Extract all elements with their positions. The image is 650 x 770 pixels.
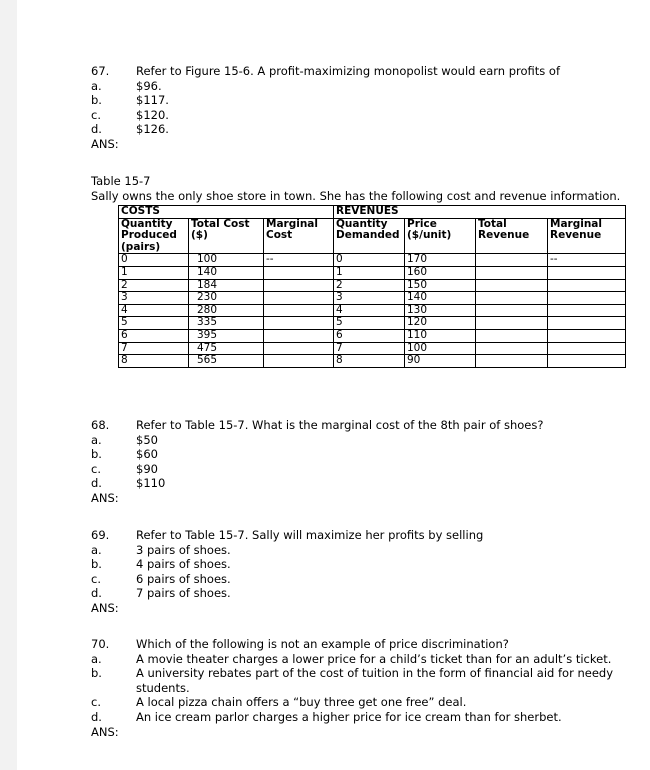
cell-total-cost: 230 bbox=[189, 292, 264, 305]
header-marginal-revenue: Marginal Revenue bbox=[548, 218, 626, 254]
cell-price: 150 bbox=[405, 279, 476, 292]
choice-text: $90 bbox=[136, 461, 158, 476]
choice-text: $126. bbox=[136, 122, 169, 137]
choice-text: 7 pairs of shoes. bbox=[136, 586, 231, 601]
choice-letter: b. bbox=[91, 93, 102, 108]
choice-letter: d. bbox=[91, 709, 102, 724]
choice-letter: a. bbox=[91, 432, 102, 447]
cell-total-cost: 335 bbox=[189, 317, 264, 330]
cell-quantity-demanded: 0 bbox=[334, 254, 405, 267]
choice-text: A university rebates part of the cost of tuition in the form of financial aid for needy students. bbox=[136, 666, 613, 695]
cell-total-cost: 184 bbox=[189, 279, 264, 292]
answer-label: ANS: bbox=[91, 724, 119, 739]
question-number: 67. bbox=[91, 64, 110, 78]
table-row bbox=[119, 254, 626, 267]
header-total-cost: Total Cost ($) bbox=[189, 218, 264, 254]
answer-label: ANS: bbox=[91, 600, 119, 615]
cell-price: 140 bbox=[405, 292, 476, 305]
question-number: 69. bbox=[91, 528, 110, 542]
cell-total-cost: 475 bbox=[189, 342, 264, 355]
cell-marginal-revenue bbox=[548, 279, 626, 292]
cell-total-cost: 100 bbox=[189, 254, 264, 267]
cell-marginal-revenue bbox=[548, 304, 626, 317]
costs-group-header: COSTS bbox=[119, 206, 334, 219]
cell-quantity-demanded: 1 bbox=[334, 266, 405, 279]
cell-marginal-cost bbox=[264, 329, 334, 342]
choice-letter: a. bbox=[91, 542, 102, 557]
cell-quantity-demanded: 4 bbox=[334, 304, 405, 317]
table-intro: Sally owns the only shoe store in town. She has the following cost and revenue information. bbox=[91, 188, 621, 203]
header-price: Price ($/unit) bbox=[405, 218, 476, 254]
table-row bbox=[119, 342, 626, 355]
table-title: Table 15-7 bbox=[91, 174, 151, 188]
cell-quantity-demanded: 2 bbox=[334, 279, 405, 292]
choice-text: $117. bbox=[136, 93, 169, 108]
cell-total-cost: 280 bbox=[189, 304, 264, 317]
cell-quantity-demanded: 3 bbox=[334, 292, 405, 305]
cell-marginal-cost bbox=[264, 355, 334, 368]
choice-letter: c. bbox=[91, 107, 101, 122]
choice-text: 3 pairs of shoes. bbox=[136, 542, 231, 557]
choice-text: $110 bbox=[136, 476, 166, 491]
choice-letter: c. bbox=[91, 695, 101, 710]
choice-letter: a. bbox=[91, 651, 102, 666]
cell-quantity-produced: 3 bbox=[119, 292, 189, 305]
cell-marginal-cost bbox=[264, 266, 334, 279]
cell-marginal-cost: -- bbox=[264, 254, 334, 267]
choice-text: 6 pairs of shoes. bbox=[136, 571, 231, 586]
header-marginal-cost: Marginal Cost bbox=[264, 218, 334, 254]
cell-quantity-produced: 2 bbox=[119, 279, 189, 292]
choice-text: A movie theater charges a lower price for a child’s ticket than for an adult’s ticket. bbox=[136, 651, 612, 666]
cell-marginal-revenue: -- bbox=[548, 254, 626, 267]
cell-quantity-produced: 5 bbox=[119, 317, 189, 330]
table-row bbox=[119, 329, 626, 342]
choice-text: $96. bbox=[136, 78, 162, 93]
cell-total-revenue bbox=[476, 279, 548, 292]
choice-letter: d. bbox=[91, 586, 102, 601]
table-row bbox=[119, 266, 626, 279]
choice-letter: b. bbox=[91, 447, 102, 462]
question-text: Which of the following is not an example of price discrimination? bbox=[136, 637, 509, 651]
cell-quantity-demanded: 7 bbox=[334, 342, 405, 355]
cell-quantity-produced: 0 bbox=[119, 254, 189, 267]
cell-marginal-revenue bbox=[548, 317, 626, 330]
cell-quantity-produced: 1 bbox=[119, 266, 189, 279]
table-caption bbox=[91, 174, 620, 203]
question-68 bbox=[91, 418, 543, 506]
cell-total-revenue bbox=[476, 329, 548, 342]
answer-label: ANS: bbox=[91, 490, 119, 505]
choice-letter: c. bbox=[91, 461, 101, 476]
cell-total-revenue bbox=[476, 266, 548, 279]
cell-marginal-cost bbox=[264, 292, 334, 305]
cell-marginal-revenue bbox=[548, 342, 626, 355]
choice-letter: d. bbox=[91, 122, 102, 137]
cell-quantity-demanded: 8 bbox=[334, 355, 405, 368]
cell-marginal-cost bbox=[264, 304, 334, 317]
cell-marginal-cost bbox=[264, 317, 334, 330]
table-row bbox=[119, 292, 626, 305]
cell-total-revenue bbox=[476, 355, 548, 368]
choice-text: $50 bbox=[136, 432, 158, 447]
choice-letter: d. bbox=[91, 476, 102, 491]
cell-total-revenue bbox=[476, 317, 548, 330]
question-number: 70. bbox=[91, 637, 110, 651]
cell-total-revenue bbox=[476, 304, 548, 317]
choice-text: $120. bbox=[136, 107, 169, 122]
question-number: 68. bbox=[91, 418, 110, 432]
choice-letter: b. bbox=[91, 666, 102, 681]
cell-total-cost: 395 bbox=[189, 329, 264, 342]
cell-price: 120 bbox=[405, 317, 476, 330]
cell-total-cost: 140 bbox=[189, 266, 264, 279]
cell-marginal-revenue bbox=[548, 329, 626, 342]
choice-letter: a. bbox=[91, 78, 102, 93]
table-row bbox=[119, 279, 626, 292]
cell-total-cost: 565 bbox=[189, 355, 264, 368]
choice-text: An ice cream parlor charges a higher price for ice cream than for sherbet. bbox=[136, 709, 562, 724]
header-total-revenue: Total Revenue bbox=[476, 218, 548, 254]
cell-price: 130 bbox=[405, 304, 476, 317]
cell-total-revenue bbox=[476, 292, 548, 305]
cell-price: 100 bbox=[405, 342, 476, 355]
cell-quantity-demanded: 5 bbox=[334, 317, 405, 330]
revenues-group-header: REVENUES bbox=[334, 206, 626, 219]
cell-price: 160 bbox=[405, 266, 476, 279]
header-quantity-produced: Quantity Produced (pairs) bbox=[119, 218, 189, 254]
header-quantity-demanded: Quantity Demanded bbox=[334, 218, 405, 254]
cell-price: 170 bbox=[405, 254, 476, 267]
table-row bbox=[119, 355, 626, 368]
question-text: Refer to Figure 15-6. A profit-maximizing monopolist would earn profits of bbox=[136, 64, 561, 78]
cell-marginal-revenue bbox=[548, 266, 626, 279]
cell-marginal-cost bbox=[264, 279, 334, 292]
choice-text: $60 bbox=[136, 447, 158, 462]
cell-total-revenue bbox=[476, 254, 548, 267]
choice-letter: b. bbox=[91, 557, 102, 572]
cell-quantity-produced: 7 bbox=[119, 342, 189, 355]
cell-marginal-revenue bbox=[548, 292, 626, 305]
choice-text: 4 pairs of shoes. bbox=[136, 557, 231, 572]
question-70 bbox=[91, 637, 631, 739]
question-text: Refer to Table 15-7. Sally will maximize her profits by selling bbox=[136, 528, 484, 542]
choice-text: A local pizza chain offers a “buy three get one free” deal. bbox=[136, 695, 467, 710]
cell-quantity-produced: 8 bbox=[119, 355, 189, 368]
cell-quantity-demanded: 6 bbox=[334, 329, 405, 342]
cell-price: 110 bbox=[405, 329, 476, 342]
cell-total-revenue bbox=[476, 342, 548, 355]
cost-revenue-table bbox=[118, 205, 626, 368]
cell-marginal-revenue bbox=[548, 355, 626, 368]
answer-label: ANS: bbox=[91, 136, 119, 151]
question-67 bbox=[91, 64, 560, 152]
cell-quantity-produced: 6 bbox=[119, 329, 189, 342]
table-body bbox=[119, 254, 626, 367]
cell-marginal-cost bbox=[264, 342, 334, 355]
cell-quantity-produced: 4 bbox=[119, 304, 189, 317]
choice-letter: c. bbox=[91, 571, 101, 586]
table-row bbox=[119, 317, 626, 330]
table-row bbox=[119, 304, 626, 317]
question-text: Refer to Table 15-7. What is the marginal cost of the 8th pair of shoes? bbox=[136, 418, 544, 432]
question-69 bbox=[91, 528, 483, 616]
cell-price: 90 bbox=[405, 355, 476, 368]
